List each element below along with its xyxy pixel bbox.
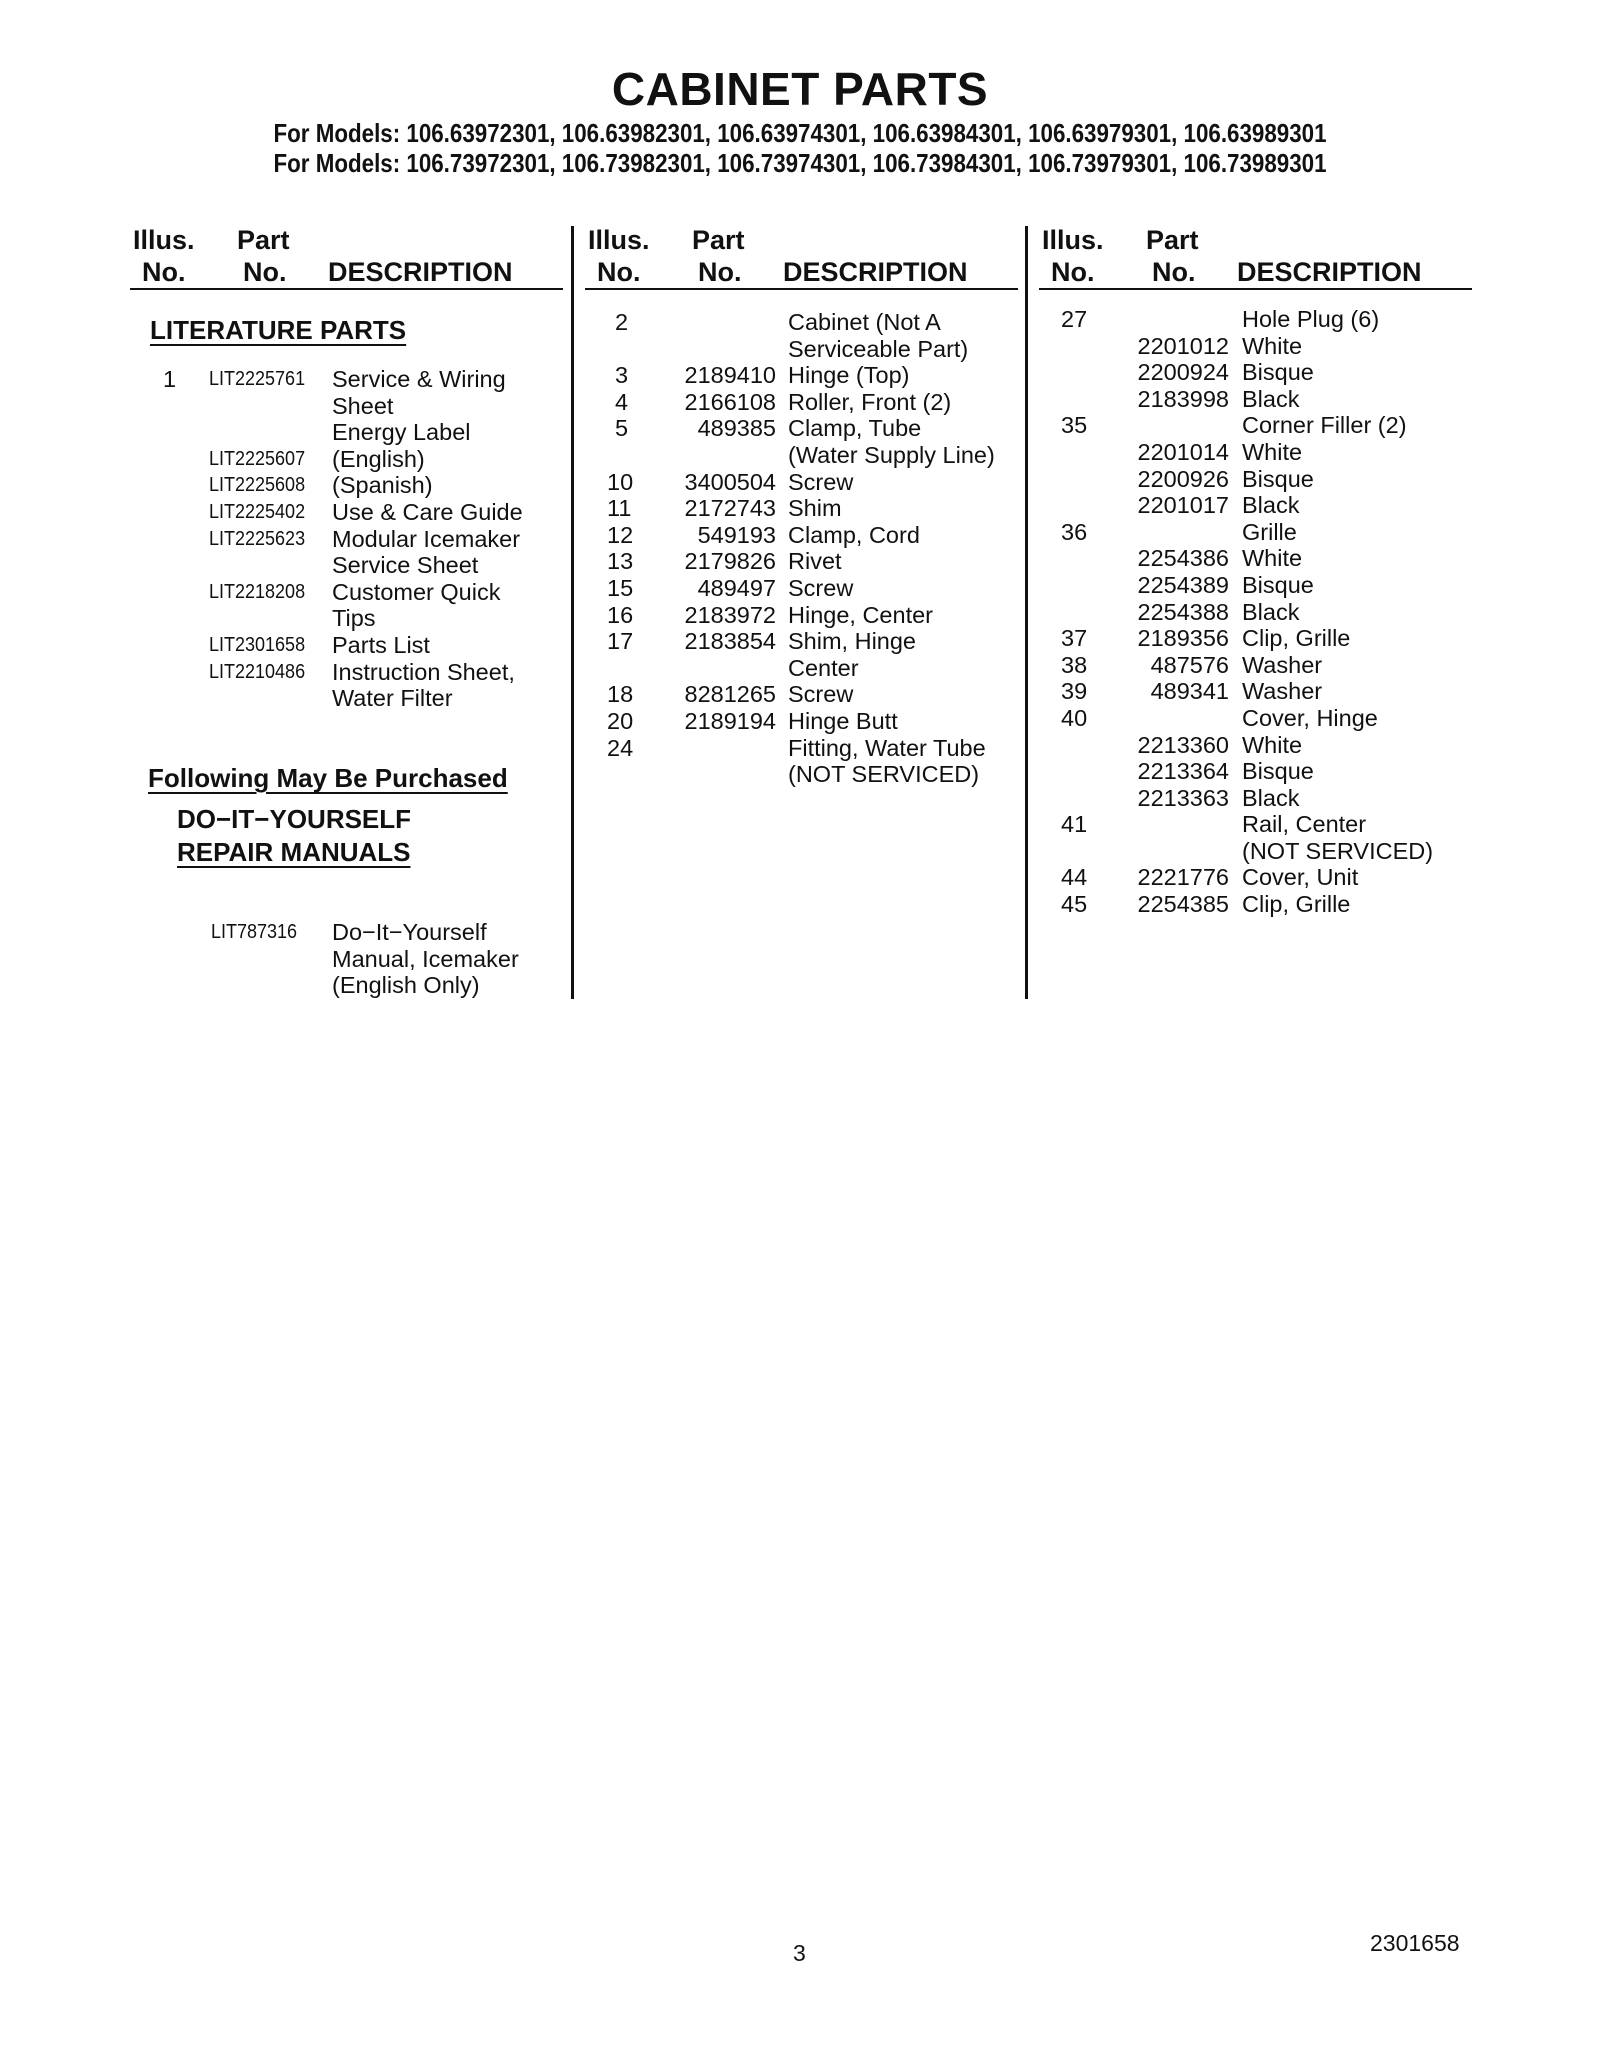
header-part: Part — [237, 225, 290, 255]
description: Sheet — [332, 392, 394, 419]
list-item — [1039, 652, 1479, 679]
header-part: Part — [692, 225, 745, 255]
description: (English) — [332, 445, 425, 472]
description: Instruction Sheet, — [332, 658, 515, 685]
list-item — [585, 469, 1021, 496]
description: Serviceable Part) — [788, 335, 969, 362]
header-illus: Illus. — [1042, 225, 1104, 255]
list-item — [1039, 625, 1479, 652]
list-item — [130, 526, 570, 553]
description: Service & Wiring — [332, 366, 506, 392]
description: Manual, Icemaker — [332, 945, 519, 972]
column-header-2 — [585, 224, 1018, 290]
illus-no: 36 — [1061, 518, 1088, 545]
list-item — [585, 389, 1021, 416]
list-item — [130, 499, 570, 526]
list-item — [130, 919, 570, 946]
description: Screw — [788, 681, 854, 708]
literature-list — [130, 366, 570, 712]
list-item — [585, 628, 1021, 655]
description: Black — [1242, 598, 1300, 625]
list-item — [1039, 519, 1479, 546]
description: Energy Label — [332, 419, 471, 446]
purchase-heading: Following May Be Purchased — [148, 763, 508, 793]
list-item — [1039, 545, 1479, 572]
description: Clip, Grille — [1242, 625, 1351, 652]
parts-list-2 — [585, 309, 1021, 788]
illus-no: 17 — [607, 628, 634, 655]
illus-no: 13 — [607, 548, 634, 575]
list-item — [585, 681, 1021, 708]
header-illus-no: No. — [142, 257, 186, 287]
list-item — [1039, 412, 1479, 439]
illus-no: 24 — [607, 734, 634, 761]
description: Use & Care Guide — [332, 498, 523, 525]
list-item — [130, 972, 570, 999]
part-no: 2213360 — [1137, 731, 1229, 758]
header-description: DESCRIPTION — [783, 257, 968, 287]
list-item — [1039, 864, 1479, 891]
description: Clip, Grille — [1242, 891, 1351, 918]
part-no: 2183854 — [684, 628, 776, 655]
header-illus-no: No. — [597, 257, 641, 287]
list-item — [1039, 678, 1479, 705]
part-no: 8281265 — [684, 681, 776, 708]
list-item — [130, 946, 570, 973]
description: Bisque — [1242, 359, 1314, 386]
illus-no: 27 — [1061, 306, 1088, 332]
part-no: LIT2301658 — [209, 633, 306, 656]
list-item — [1039, 705, 1479, 732]
illus-no: 41 — [1061, 811, 1088, 838]
description: White — [1242, 731, 1303, 758]
list-item — [1039, 891, 1479, 918]
diy-heading-2: REPAIR MANUALS — [177, 837, 411, 867]
list-item — [585, 548, 1021, 575]
description: White — [1242, 545, 1303, 572]
part-no: 2179826 — [684, 548, 776, 575]
part-no: 3400504 — [684, 468, 776, 495]
list-item — [1039, 838, 1479, 865]
description: Bisque — [1242, 758, 1314, 785]
illus-no: 40 — [1061, 704, 1088, 731]
description: Do−It−Yourself — [332, 919, 487, 945]
list-item — [130, 552, 570, 579]
description: (Spanish) — [332, 472, 433, 499]
list-item — [585, 495, 1021, 522]
description: Corner Filler (2) — [1242, 412, 1407, 439]
part-no: 2189194 — [684, 707, 776, 734]
description: Grille — [1242, 518, 1297, 545]
description: Shim, Hinge — [788, 628, 916, 655]
part-no: 2201012 — [1137, 332, 1229, 359]
list-item — [585, 761, 1021, 788]
part-no: 2172743 — [684, 495, 776, 522]
illus-no: 15 — [607, 574, 634, 601]
description: Cabinet (Not A — [788, 309, 941, 335]
description: Bisque — [1242, 571, 1314, 598]
description: Water Filter — [332, 685, 453, 712]
description: Rivet — [788, 548, 842, 575]
list-item — [1039, 732, 1479, 759]
list-item — [1039, 439, 1479, 466]
illus-no: 10 — [607, 468, 634, 495]
list-item — [585, 415, 1021, 442]
description: (NOT SERVICED) — [1242, 837, 1434, 864]
header-part-no: No. — [243, 257, 287, 287]
illus-no: 5 — [615, 415, 629, 442]
list-item — [585, 735, 1021, 762]
header-description: DESCRIPTION — [328, 257, 513, 287]
list-item — [1039, 758, 1479, 785]
illus-no: 44 — [1061, 864, 1088, 891]
part-no: 489497 — [697, 574, 776, 601]
description: Washer — [1242, 678, 1323, 705]
list-item — [1039, 306, 1479, 333]
part-no: 2189410 — [684, 362, 776, 389]
part-no: LIT2225761 — [209, 368, 306, 390]
description: (English Only) — [332, 972, 480, 999]
description: Cover, Hinge — [1242, 704, 1378, 731]
description: Center — [788, 654, 859, 681]
list-item — [130, 632, 570, 659]
list-item — [1039, 785, 1479, 812]
description: Fitting, Water Tube — [788, 734, 986, 761]
part-no: 2189356 — [1137, 625, 1229, 652]
list-item — [130, 446, 570, 473]
list-item — [130, 659, 570, 686]
models-line-1: For Models: 106.63972301, 106.63982301, 106.63974301, 106.63984301, 106.63979301, 106.63989301 — [273, 118, 1327, 148]
list-item — [130, 393, 570, 420]
description: Roller, Front (2) — [788, 388, 952, 415]
part-no: 2200924 — [1137, 359, 1229, 386]
list-item — [130, 579, 570, 606]
header-illus-no: No. — [1051, 257, 1095, 287]
list-item — [1039, 333, 1479, 360]
list-item — [585, 362, 1021, 389]
description: Bisque — [1242, 465, 1314, 492]
part-no: 2183972 — [684, 601, 776, 628]
list-item — [585, 522, 1021, 549]
header-rule — [130, 288, 563, 290]
part-no: 2166108 — [684, 388, 776, 415]
illus-no: 11 — [607, 495, 632, 522]
header-part: Part — [1146, 225, 1199, 255]
header-part-no: No. — [1152, 257, 1196, 287]
models-line-2: For Models: 106.73972301, 106.73982301, 106.73974301, 106.73984301, 106.73979301, 106.73989301 — [273, 148, 1327, 178]
page-title: CABINET PARTS — [611, 63, 989, 115]
description: Hinge, Center — [788, 601, 933, 628]
list-item — [1039, 572, 1479, 599]
header-illus: Illus. — [588, 225, 650, 255]
parts-list-3 — [1039, 306, 1479, 918]
list-item — [1039, 386, 1479, 413]
illus-no: 3 — [615, 362, 629, 389]
description: Parts List — [332, 631, 430, 658]
part-no: LIT2218208 — [209, 580, 306, 603]
part-no: 2213363 — [1137, 784, 1229, 811]
part-no: LIT2225608 — [209, 474, 306, 497]
header-part-no: No. — [698, 257, 742, 287]
description: Hole Plug (6) — [1242, 306, 1380, 332]
illus-no: 35 — [1061, 412, 1088, 439]
part-no: 549193 — [697, 521, 776, 548]
description: Screw — [788, 574, 854, 601]
list-item — [130, 419, 570, 446]
description: Black — [1242, 492, 1300, 519]
part-no: 2254388 — [1137, 598, 1229, 625]
description: Customer Quick — [332, 578, 501, 605]
list-item — [130, 685, 570, 712]
part-no: 489385 — [697, 415, 776, 442]
diy-heading-1: DO−IT−YOURSELF — [177, 804, 412, 834]
list-item — [585, 655, 1021, 682]
part-no: 2200926 — [1137, 465, 1229, 492]
description: Screw — [788, 468, 854, 495]
description: White — [1242, 332, 1303, 359]
header-illus: Illus. — [133, 225, 195, 255]
list-item — [585, 442, 1021, 469]
part-no: 2183998 — [1137, 385, 1229, 412]
diy-list — [130, 919, 570, 999]
illus-no: 37 — [1061, 625, 1088, 652]
description: Tips — [332, 605, 376, 632]
description: (Water Supply Line) — [788, 441, 995, 468]
list-item — [130, 605, 570, 632]
part-no: LIT2225623 — [209, 527, 306, 550]
illus-no: 39 — [1061, 678, 1088, 705]
description: (NOT SERVICED) — [788, 761, 980, 788]
illus-no: 1 — [163, 366, 177, 392]
document-number: 2301658 — [1370, 1930, 1460, 1956]
part-no: LIT2210486 — [209, 660, 306, 683]
illus-no: 12 — [607, 521, 634, 548]
description: White — [1242, 438, 1303, 465]
list-item — [585, 602, 1021, 629]
header-rule — [1039, 288, 1472, 290]
list-item — [1039, 599, 1479, 626]
part-no: LIT787316 — [211, 921, 298, 943]
header-description: DESCRIPTION — [1237, 257, 1422, 287]
column-header-3 — [1039, 224, 1472, 290]
list-item — [1039, 359, 1479, 386]
description: Cover, Unit — [1242, 864, 1359, 891]
column-header-1 — [130, 224, 563, 290]
header-rule — [585, 288, 1018, 290]
illus-no: 16 — [607, 601, 634, 628]
illus-no: 38 — [1061, 651, 1088, 678]
list-item — [1039, 466, 1479, 493]
column-divider-2 — [1025, 226, 1028, 999]
part-no: 2201014 — [1137, 438, 1229, 465]
list-item — [130, 366, 570, 393]
list-item — [585, 309, 1021, 336]
description: Black — [1242, 385, 1300, 412]
part-no: LIT2225607 — [209, 447, 306, 470]
description: Washer — [1242, 651, 1323, 678]
part-no: 2254389 — [1137, 571, 1229, 598]
description: Rail, Center — [1242, 811, 1367, 838]
page-number: 3 — [793, 1940, 806, 1966]
list-item — [585, 575, 1021, 602]
list-item — [585, 708, 1021, 735]
part-no: 2221776 — [1137, 864, 1229, 891]
part-no: LIT2225402 — [209, 500, 306, 523]
description: Clamp, Cord — [788, 521, 920, 548]
illus-no: 4 — [615, 388, 629, 415]
part-no: 2254386 — [1137, 545, 1229, 572]
description: Hinge (Top) — [788, 362, 910, 389]
column-divider-1 — [571, 226, 574, 999]
description: Modular Icemaker — [332, 525, 521, 552]
part-no: 2201017 — [1137, 492, 1229, 519]
literature-heading: LITERATURE PARTS — [150, 315, 407, 345]
part-no: 2254385 — [1137, 891, 1229, 918]
illus-no: 2 — [615, 309, 629, 335]
part-no: 2213364 — [1137, 758, 1229, 785]
illus-no: 18 — [607, 681, 634, 708]
description: Hinge Butt — [788, 707, 898, 734]
list-item — [1039, 811, 1479, 838]
description: Black — [1242, 784, 1300, 811]
description: Clamp, Tube — [788, 415, 922, 442]
description: Service Sheet — [332, 552, 479, 579]
part-no: 489341 — [1150, 678, 1229, 705]
description: Shim — [788, 495, 842, 522]
illus-no: 20 — [607, 707, 634, 734]
part-no: 487576 — [1150, 651, 1229, 678]
list-item — [585, 336, 1021, 363]
list-item — [1039, 492, 1479, 519]
illus-no: 45 — [1061, 891, 1088, 918]
list-item — [130, 472, 570, 499]
